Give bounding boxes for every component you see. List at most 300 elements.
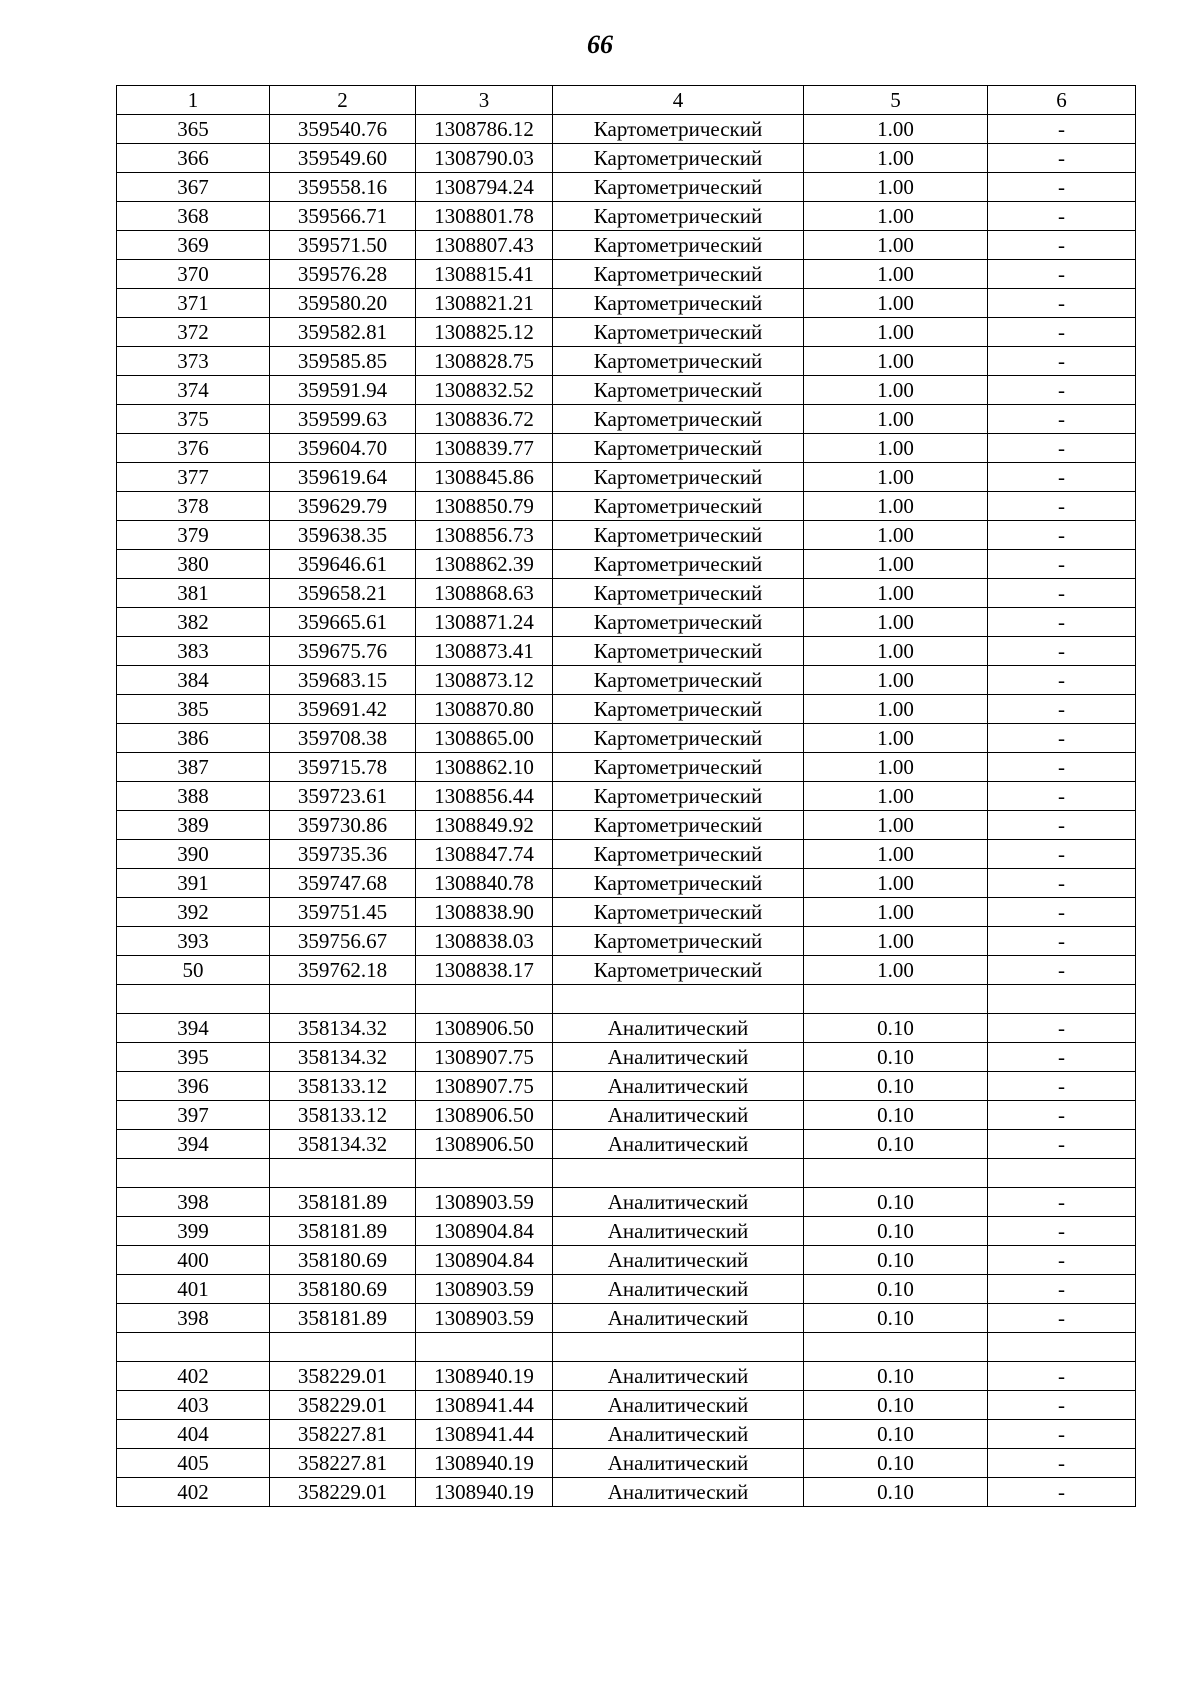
column-header: 5 (804, 86, 988, 115)
table-row (117, 753, 1136, 782)
x-coordinate-cell (270, 1333, 416, 1362)
accuracy-cell: 1.00 (804, 231, 988, 260)
description-cell: - (988, 1014, 1136, 1043)
method-cell: Картометрический (553, 550, 804, 579)
method-cell: Картометрический (553, 869, 804, 898)
x-coordinate-cell: 359580.20 (270, 289, 416, 318)
x-coordinate-cell: 359751.45 (270, 898, 416, 927)
y-coordinate-cell: 1308940.19 (416, 1478, 553, 1507)
accuracy-cell: 0.10 (804, 1014, 988, 1043)
description-cell: - (988, 376, 1136, 405)
y-coordinate-cell: 1308871.24 (416, 608, 553, 637)
accuracy-cell: 0.10 (804, 1478, 988, 1507)
y-coordinate-cell: 1308904.84 (416, 1217, 553, 1246)
y-coordinate-cell: 1308838.03 (416, 927, 553, 956)
description-cell: - (988, 202, 1136, 231)
table-row (117, 347, 1136, 376)
x-coordinate-cell: 358181.89 (270, 1188, 416, 1217)
point-number-cell: 366 (117, 144, 270, 173)
description-cell: - (988, 1391, 1136, 1420)
accuracy-cell: 1.00 (804, 492, 988, 521)
method-cell: Картометрический (553, 376, 804, 405)
accuracy-cell: 1.00 (804, 202, 988, 231)
x-coordinate-cell: 359730.86 (270, 811, 416, 840)
accuracy-cell: 1.00 (804, 637, 988, 666)
x-coordinate-cell: 359756.67 (270, 927, 416, 956)
table-row (117, 260, 1136, 289)
accuracy-cell: 0.10 (804, 1246, 988, 1275)
y-coordinate-cell: 1308907.75 (416, 1043, 553, 1072)
accuracy-cell: 1.00 (804, 289, 988, 318)
table-row (117, 1217, 1136, 1246)
description-cell: - (988, 231, 1136, 260)
point-number-cell: 381 (117, 579, 270, 608)
table-row (117, 956, 1136, 985)
method-cell: Картометрический (553, 695, 804, 724)
point-number-cell: 397 (117, 1101, 270, 1130)
x-coordinate-cell: 358229.01 (270, 1478, 416, 1507)
point-number-cell (117, 1333, 270, 1362)
y-coordinate-cell: 1308786.12 (416, 115, 553, 144)
description-cell: - (988, 898, 1136, 927)
table-row (117, 202, 1136, 231)
description-cell: - (988, 173, 1136, 202)
accuracy-cell: 0.10 (804, 1362, 988, 1391)
table-row (117, 550, 1136, 579)
method-cell: Картометрический (553, 521, 804, 550)
method-cell: Картометрический (553, 318, 804, 347)
description-cell: - (988, 1275, 1136, 1304)
y-coordinate-cell: 1308838.90 (416, 898, 553, 927)
method-cell: Картометрический (553, 579, 804, 608)
accuracy-cell: 0.10 (804, 1043, 988, 1072)
x-coordinate-cell: 358229.01 (270, 1391, 416, 1420)
table-row (117, 1362, 1136, 1391)
method-cell: Картометрический (553, 608, 804, 637)
accuracy-cell: 1.00 (804, 434, 988, 463)
column-header: 4 (553, 86, 804, 115)
y-coordinate-cell: 1308847.74 (416, 840, 553, 869)
table-row (117, 1391, 1136, 1420)
accuracy-cell: 1.00 (804, 724, 988, 753)
point-number-cell: 404 (117, 1420, 270, 1449)
description-cell: - (988, 318, 1136, 347)
x-coordinate-cell: 358181.89 (270, 1217, 416, 1246)
point-number-cell: 403 (117, 1391, 270, 1420)
accuracy-cell: 1.00 (804, 115, 988, 144)
y-coordinate-cell: 1308840.78 (416, 869, 553, 898)
x-coordinate-cell: 359549.60 (270, 144, 416, 173)
y-coordinate-cell: 1308850.79 (416, 492, 553, 521)
method-cell: Картометрический (553, 289, 804, 318)
y-coordinate-cell: 1308821.21 (416, 289, 553, 318)
point-number-cell: 369 (117, 231, 270, 260)
accuracy-cell: 1.00 (804, 550, 988, 579)
point-number-cell: 394 (117, 1130, 270, 1159)
point-number-cell: 392 (117, 898, 270, 927)
method-cell: Картометрический (553, 666, 804, 695)
table-row (117, 898, 1136, 927)
y-coordinate-cell: 1308856.44 (416, 782, 553, 811)
table-row (117, 637, 1136, 666)
y-coordinate-cell: 1308941.44 (416, 1420, 553, 1449)
x-coordinate-cell: 359715.78 (270, 753, 416, 782)
description-cell: - (988, 550, 1136, 579)
method-cell: Аналитический (553, 1391, 804, 1420)
point-number-cell: 382 (117, 608, 270, 637)
x-coordinate-cell: 359638.35 (270, 521, 416, 550)
y-coordinate-cell: 1308903.59 (416, 1188, 553, 1217)
method-cell: Картометрический (553, 840, 804, 869)
method-cell: Картометрический (553, 463, 804, 492)
table-row (117, 492, 1136, 521)
y-coordinate-cell: 1308832.52 (416, 376, 553, 405)
table-row (117, 985, 1136, 1014)
description-cell: - (988, 753, 1136, 782)
accuracy-cell (804, 985, 988, 1014)
point-number-cell: 379 (117, 521, 270, 550)
x-coordinate-cell: 359747.68 (270, 869, 416, 898)
x-coordinate-cell: 359604.70 (270, 434, 416, 463)
point-number-cell: 398 (117, 1188, 270, 1217)
table-row (117, 1130, 1136, 1159)
description-cell: - (988, 1362, 1136, 1391)
accuracy-cell: 1.00 (804, 927, 988, 956)
x-coordinate-cell: 359691.42 (270, 695, 416, 724)
point-number-cell: 387 (117, 753, 270, 782)
method-cell: Аналитический (553, 1246, 804, 1275)
point-number-cell: 371 (117, 289, 270, 318)
description-cell: - (988, 144, 1136, 173)
description-cell: - (988, 521, 1136, 550)
point-number-cell: 398 (117, 1304, 270, 1333)
point-number-cell: 365 (117, 115, 270, 144)
description-cell: - (988, 782, 1136, 811)
x-coordinate-cell: 358133.12 (270, 1101, 416, 1130)
description-cell: - (988, 1072, 1136, 1101)
table-row (117, 1246, 1136, 1275)
x-coordinate-cell: 359558.16 (270, 173, 416, 202)
x-coordinate-cell: 359540.76 (270, 115, 416, 144)
x-coordinate-cell: 358227.81 (270, 1449, 416, 1478)
y-coordinate-cell: 1308801.78 (416, 202, 553, 231)
table-row (117, 231, 1136, 260)
description-cell: - (988, 260, 1136, 289)
table-row (117, 376, 1136, 405)
accuracy-cell: 0.10 (804, 1391, 988, 1420)
x-coordinate-cell: 359683.15 (270, 666, 416, 695)
description-cell: - (988, 1246, 1136, 1275)
point-number-cell: 393 (117, 927, 270, 956)
point-number-cell: 377 (117, 463, 270, 492)
accuracy-cell: 0.10 (804, 1188, 988, 1217)
point-number-cell: 384 (117, 666, 270, 695)
table-row (117, 1043, 1136, 1072)
table-row (117, 144, 1136, 173)
x-coordinate-cell (270, 1159, 416, 1188)
point-number-cell: 50 (117, 956, 270, 985)
table-row (117, 724, 1136, 753)
accuracy-cell: 1.00 (804, 579, 988, 608)
x-coordinate-cell: 359675.76 (270, 637, 416, 666)
point-number-cell: 383 (117, 637, 270, 666)
method-cell: Картометрический (553, 260, 804, 289)
description-cell (988, 1333, 1136, 1362)
point-number-cell: 375 (117, 405, 270, 434)
method-cell: Аналитический (553, 1101, 804, 1130)
table-row (117, 1333, 1136, 1362)
method-cell: Аналитический (553, 1420, 804, 1449)
accuracy-cell: 1.00 (804, 898, 988, 927)
description-cell: - (988, 115, 1136, 144)
method-cell: Аналитический (553, 1275, 804, 1304)
method-cell: Картометрический (553, 115, 804, 144)
x-coordinate-cell: 359723.61 (270, 782, 416, 811)
method-cell: Картометрический (553, 144, 804, 173)
method-cell: Картометрический (553, 724, 804, 753)
method-cell: Картометрический (553, 898, 804, 927)
method-cell: Картометрический (553, 956, 804, 985)
description-cell: - (988, 492, 1136, 521)
point-number-cell: 374 (117, 376, 270, 405)
y-coordinate-cell: 1308903.59 (416, 1304, 553, 1333)
description-cell: - (988, 1130, 1136, 1159)
y-coordinate-cell: 1308845.86 (416, 463, 553, 492)
method-cell: Картометрический (553, 782, 804, 811)
accuracy-cell: 1.00 (804, 811, 988, 840)
table-row (117, 1159, 1136, 1188)
y-coordinate-cell: 1308903.59 (416, 1275, 553, 1304)
y-coordinate-cell: 1308870.80 (416, 695, 553, 724)
x-coordinate-cell: 359619.64 (270, 463, 416, 492)
y-coordinate-cell: 1308815.41 (416, 260, 553, 289)
table-row (117, 463, 1136, 492)
point-number-cell: 396 (117, 1072, 270, 1101)
x-coordinate-cell (270, 985, 416, 1014)
point-number-cell: 380 (117, 550, 270, 579)
method-cell: Картометрический (553, 173, 804, 202)
accuracy-cell: 1.00 (804, 405, 988, 434)
y-coordinate-cell: 1308906.50 (416, 1014, 553, 1043)
description-cell: - (988, 1304, 1136, 1333)
y-coordinate-cell: 1308807.43 (416, 231, 553, 260)
point-number-cell (117, 1159, 270, 1188)
point-number-cell: 376 (117, 434, 270, 463)
table-row (117, 869, 1136, 898)
y-coordinate-cell: 1308838.17 (416, 956, 553, 985)
x-coordinate-cell: 359576.28 (270, 260, 416, 289)
accuracy-cell: 1.00 (804, 869, 988, 898)
y-coordinate-cell: 1308856.73 (416, 521, 553, 550)
x-coordinate-cell: 359658.21 (270, 579, 416, 608)
y-coordinate-cell: 1308836.72 (416, 405, 553, 434)
x-coordinate-cell: 359735.36 (270, 840, 416, 869)
point-number-cell: 390 (117, 840, 270, 869)
point-number-cell: 395 (117, 1043, 270, 1072)
method-cell: Картометрический (553, 405, 804, 434)
description-cell: - (988, 869, 1136, 898)
table-row (117, 840, 1136, 869)
point-number-cell: 402 (117, 1478, 270, 1507)
x-coordinate-cell: 358134.32 (270, 1014, 416, 1043)
accuracy-cell: 1.00 (804, 463, 988, 492)
method-cell: Аналитический (553, 1043, 804, 1072)
point-number-cell: 389 (117, 811, 270, 840)
method-cell: Картометрический (553, 492, 804, 521)
y-coordinate-cell: 1308849.92 (416, 811, 553, 840)
x-coordinate-cell: 359599.63 (270, 405, 416, 434)
description-cell: - (988, 347, 1136, 376)
accuracy-cell: 1.00 (804, 695, 988, 724)
point-number-cell: 399 (117, 1217, 270, 1246)
y-coordinate-cell: 1308906.50 (416, 1101, 553, 1130)
y-coordinate-cell: 1308862.10 (416, 753, 553, 782)
accuracy-cell (804, 1159, 988, 1188)
y-coordinate-cell: 1308907.75 (416, 1072, 553, 1101)
accuracy-cell: 1.00 (804, 144, 988, 173)
description-cell: - (988, 405, 1136, 434)
description-cell: - (988, 1217, 1136, 1246)
method-cell: Картометрический (553, 753, 804, 782)
table-row (117, 1014, 1136, 1043)
point-number-cell: 367 (117, 173, 270, 202)
y-coordinate-cell: 1308906.50 (416, 1130, 553, 1159)
method-cell: Картометрический (553, 231, 804, 260)
y-coordinate-cell (416, 985, 553, 1014)
y-coordinate-cell: 1308839.77 (416, 434, 553, 463)
y-coordinate-cell (416, 1333, 553, 1362)
accuracy-cell: 1.00 (804, 260, 988, 289)
point-number-cell: 385 (117, 695, 270, 724)
description-cell: - (988, 811, 1136, 840)
accuracy-cell: 1.00 (804, 782, 988, 811)
column-header: 3 (416, 86, 553, 115)
table-row (117, 1478, 1136, 1507)
accuracy-cell: 0.10 (804, 1420, 988, 1449)
method-cell: Картометрический (553, 927, 804, 956)
accuracy-cell: 0.10 (804, 1304, 988, 1333)
table-row (117, 927, 1136, 956)
accuracy-cell: 0.10 (804, 1275, 988, 1304)
x-coordinate-cell: 359582.81 (270, 318, 416, 347)
accuracy-cell: 1.00 (804, 608, 988, 637)
y-coordinate-cell: 1308873.12 (416, 666, 553, 695)
method-cell: Аналитический (553, 1072, 804, 1101)
x-coordinate-cell: 359646.61 (270, 550, 416, 579)
method-cell: Аналитический (553, 1304, 804, 1333)
description-cell: - (988, 463, 1136, 492)
y-coordinate-cell: 1308873.41 (416, 637, 553, 666)
x-coordinate-cell: 358180.69 (270, 1275, 416, 1304)
method-cell: Картометрический (553, 434, 804, 463)
description-cell: - (988, 1101, 1136, 1130)
method-cell: Аналитический (553, 1217, 804, 1246)
description-cell: - (988, 956, 1136, 985)
accuracy-cell: 1.00 (804, 521, 988, 550)
method-cell: Аналитический (553, 1449, 804, 1478)
table-row (117, 1072, 1136, 1101)
table-row (117, 782, 1136, 811)
point-number-cell: 386 (117, 724, 270, 753)
accuracy-cell: 1.00 (804, 347, 988, 376)
point-number-cell: 370 (117, 260, 270, 289)
table-row (117, 405, 1136, 434)
method-cell (553, 1333, 804, 1362)
y-coordinate-cell: 1308868.63 (416, 579, 553, 608)
accuracy-cell: 1.00 (804, 956, 988, 985)
header-row (117, 86, 1136, 115)
description-cell: - (988, 840, 1136, 869)
accuracy-cell: 1.00 (804, 753, 988, 782)
table-row (117, 695, 1136, 724)
x-coordinate-cell: 358227.81 (270, 1420, 416, 1449)
y-coordinate-cell: 1308828.75 (416, 347, 553, 376)
description-cell: - (988, 1478, 1136, 1507)
description-cell: - (988, 289, 1136, 318)
table-row (117, 579, 1136, 608)
accuracy-cell: 0.10 (804, 1101, 988, 1130)
x-coordinate-cell: 359566.71 (270, 202, 416, 231)
table-row (117, 1304, 1136, 1333)
x-coordinate-cell: 358134.32 (270, 1043, 416, 1072)
x-coordinate-cell: 358229.01 (270, 1362, 416, 1391)
y-coordinate-cell: 1308941.44 (416, 1391, 553, 1420)
description-cell: - (988, 1043, 1136, 1072)
method-cell (553, 985, 804, 1014)
description-cell: - (988, 695, 1136, 724)
x-coordinate-cell: 359629.79 (270, 492, 416, 521)
description-cell: - (988, 927, 1136, 956)
x-coordinate-cell: 359591.94 (270, 376, 416, 405)
table-row (117, 434, 1136, 463)
point-number-cell: 405 (117, 1449, 270, 1478)
table-row (117, 289, 1136, 318)
table-row (117, 666, 1136, 695)
point-number-cell: 388 (117, 782, 270, 811)
y-coordinate-cell: 1308940.19 (416, 1449, 553, 1478)
method-cell: Аналитический (553, 1362, 804, 1391)
method-cell: Картометрический (553, 811, 804, 840)
column-header: 6 (988, 86, 1136, 115)
accuracy-cell: 0.10 (804, 1072, 988, 1101)
table-row (117, 521, 1136, 550)
point-number-cell: 372 (117, 318, 270, 347)
accuracy-cell: 1.00 (804, 173, 988, 202)
point-number-cell: 391 (117, 869, 270, 898)
description-cell: - (988, 724, 1136, 753)
x-coordinate-cell: 359585.85 (270, 347, 416, 376)
table-row (117, 115, 1136, 144)
table-row (117, 318, 1136, 347)
x-coordinate-cell: 359762.18 (270, 956, 416, 985)
point-number-cell: 368 (117, 202, 270, 231)
description-cell: - (988, 1420, 1136, 1449)
table-header (117, 86, 1136, 115)
point-number-cell: 401 (117, 1275, 270, 1304)
column-header: 2 (270, 86, 416, 115)
description-cell: - (988, 579, 1136, 608)
description-cell: - (988, 1188, 1136, 1217)
x-coordinate-cell: 358180.69 (270, 1246, 416, 1275)
table-row (117, 1188, 1136, 1217)
y-coordinate-cell: 1308794.24 (416, 173, 553, 202)
x-coordinate-cell: 358181.89 (270, 1304, 416, 1333)
table-row (117, 1449, 1136, 1478)
description-cell (988, 1159, 1136, 1188)
point-number-cell (117, 985, 270, 1014)
method-cell: Картометрический (553, 347, 804, 376)
table-row (117, 1420, 1136, 1449)
